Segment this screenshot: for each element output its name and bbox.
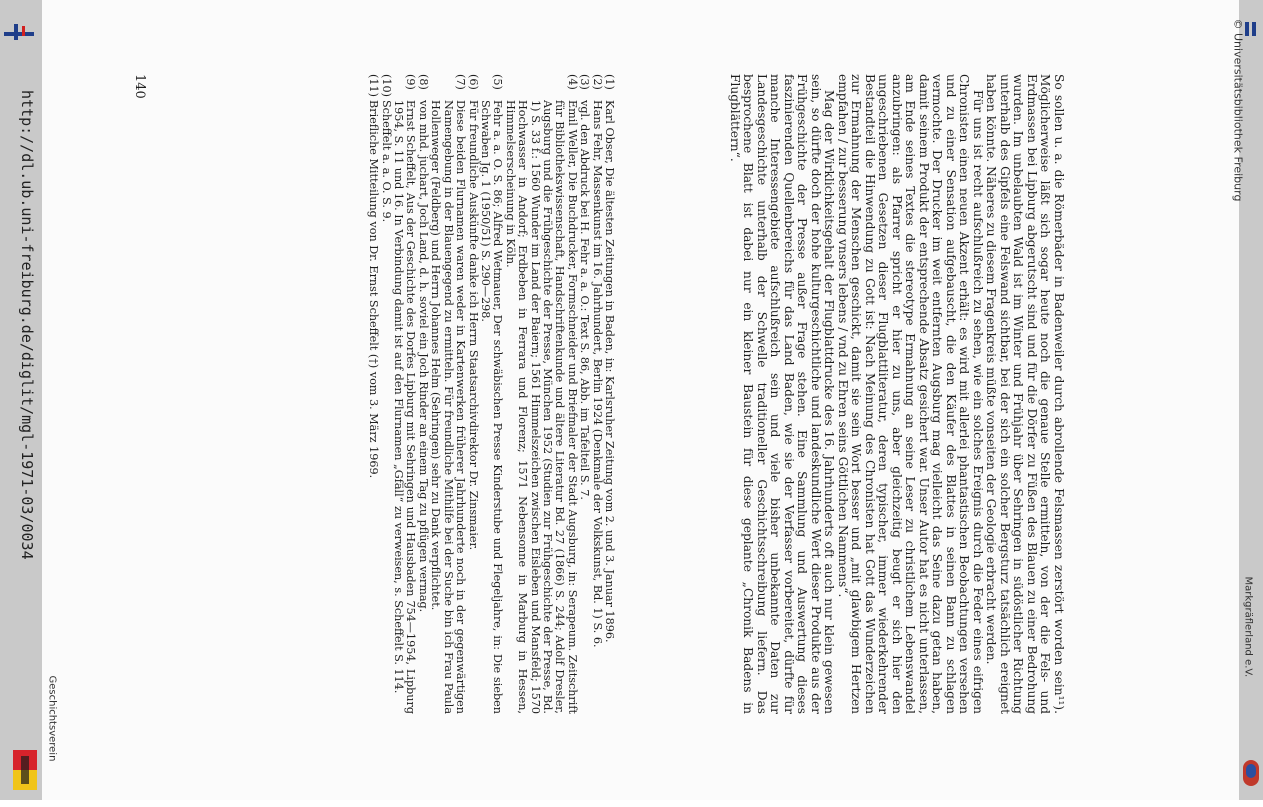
ub-freiburg-logo-icon bbox=[4, 28, 34, 42]
footnote bbox=[603, 74, 615, 714]
footnote-text: Emil Weller, Die Buchdrucker, Formschneider und Briefmaler der Stadt Augsburg, in: Serapeum. Zeitschrift für Bibliothekswissenschaft, Handschriftenkunde und ältere Literatur Bd. 27 (1866) S. 244; Adolf Dresler, Augsburg und die Frühgeschichte der Presse, München 1952 (Studien zur Frühgeschichte der Presse, Bd. 1) S. 33 f.: 1560 Wunder im Land der Baiern; 1561 Himmelszeichen zwischen Eisleben und Mansfeld; 1570 Hochwasser in Andorf; Erdbeben in Ferrara und Florenz; 1571 Nebensonne in Marburg in Hessen, Himmelserscheinung in Köln. bbox=[503, 100, 579, 714]
footnotes bbox=[367, 74, 615, 714]
copyright-label: © Universitätsbibliothek Freiburg bbox=[1231, 18, 1245, 202]
coat-of-arms-icon bbox=[13, 750, 37, 790]
footnote bbox=[578, 74, 590, 714]
society-label: Geschichtsverein bbox=[46, 675, 58, 762]
footnote-number: (5) bbox=[491, 74, 505, 90]
footnote bbox=[392, 74, 417, 714]
footnote bbox=[590, 74, 602, 714]
footnote-number: (8) bbox=[416, 74, 430, 90]
rotated-page bbox=[75, 40, 1135, 760]
paragraph: Mag der Wirklichkeitsgehalt der Flugblattdrucke des 16. Jahrhunderts oft auch nur klein gewesen sein, so dürfte doch der hohe kulturgeschichtliche und landeskundliche Wert dieser Produkte aus der Frühgeschichte der Presse außer Frage stehen. Eine Sammlung und Auswertung dieses faszinierenden Quellenbereichs für das Land Baden, wie sie der Verfasser vorbereitet, dürfte für manche Interessengebiete aufschlußreich sein und viele bisher unbekannte Daten zur Landesgeschichte unterhalb der Schwelle traditioneller Geschichtsschreibung liefern. Das besprochene Blatt ist dabei nur ein kleiner Baustein für diese geplante „Chronik Badens in Flugblättern“. bbox=[728, 74, 837, 714]
body-text bbox=[728, 74, 1066, 714]
footnote bbox=[367, 74, 379, 714]
footnote-text: Scheffelt a. a. O. S. 9. bbox=[379, 100, 393, 223]
footnote-text: Diese beiden Flurnamen waren weder in Kartenwerken früherer Jahrhunderte noch in der gegenwärtigen Namengebung in der Blauengegend zu ermitteln. Für freundliche Mithilfe bei der Suche bin ich Frau Paula Hollenweger (Feldberg) und Herrn Johannes Helm (Sehringen) sehr zu Dank verpflichtet. bbox=[429, 100, 468, 714]
footnote bbox=[429, 74, 466, 714]
page-number: 140 bbox=[132, 74, 147, 99]
footnote-text: vgl. den Abdruck bei H. Fehr a. a. O.: Text S. 86, Abb. im Tafelteil S. 7. bbox=[578, 100, 592, 500]
footnote-number: (1) bbox=[603, 74, 616, 90]
paragraph: Für uns ist recht aufschlußreich zu sehen, wie ein solches Ereignis durch die Feder eines eifrigen Chronisten einen neuen Akzent erhält: es wird mit allerlei phantastischen Beobachtungen versehen und zu einer Sensation aufgebauscht, die den Käufer des Blattes in seinen Bann zu schlagen vermochte. Der Drucker im weit entfernten Augsburg mag vielleicht das Seine dazu getan haben, damit seinem Produkt der entsprechende Absatz gesichert war. Unser Autor hat es nicht unterlassen, am Ende seines Textes die stereotype Ermahnung an seine Leser zu christlichem Lebenswandel anzubringen: als Pfarrer spricht er hier zu uns, aber gleichzeitig beugt er sich hier den ungeschriebenen Gesetzen dieser Flugblattliteratur, deren typischer, immer wiederkehrender Bestandteil die Hinwendung zu Gott ist: Nach Meinung des Chronisten hat Gott das Wunderzeichen zur Ermahnung der Menschen geschickt, damit sie sein Wort besser und „mit glawbigem Hertzen empfahen / zur besserung vnsers lebens / vnd zu Ehren seins Göttlichen Nammens“. bbox=[836, 74, 985, 714]
footnote-number: (7) bbox=[454, 74, 468, 90]
footnote bbox=[503, 74, 577, 714]
footnote bbox=[379, 74, 391, 714]
footnote-number: (2) bbox=[590, 74, 604, 90]
footnote-number: (3) bbox=[578, 74, 592, 90]
footnote-number: (9) bbox=[404, 74, 418, 90]
footnote-number: (11) bbox=[367, 74, 381, 97]
footnote-text: Karl Obser, Die ältesten Zeitungen in Baden, in: Karlsruher Zeitung vom 2. und 3. Januar 1896. bbox=[603, 100, 616, 643]
footnote-number: (10) bbox=[379, 74, 393, 97]
footnote-number: (6) bbox=[466, 74, 480, 90]
footnote bbox=[466, 74, 478, 714]
footnote bbox=[417, 74, 429, 714]
source-url[interactable]: http://dl.ub.uni-freiburg.de/diglit/mgl-1971-03/0034 bbox=[18, 90, 36, 560]
paragraph: So sollen u. a. die Römerbäder in Badenweiler durch abrollende Felsmassen zerstört worden sein¹¹). Möglicherweise läßt sich sogar heute noch die genaue Stelle ermitteln, von der die Fels- und Erdmassen bei Lipburg abgerutscht sind und für die Dörfer zu Füßen des Blauen zu einer Bedrohung wurden. Im unbelaubten Wald ist im Winter und Frühjahr über Sehringen in südöstlicher Richtung unterhalb des Gipfels eine Felswand sichtbar, bei der sich ein solcher Bergsturz tatsächlich ereignet haben könnte. Näheres zu diesem Fragenkreis müßte vonseiten der Geologie erbracht werden. bbox=[984, 74, 1066, 714]
footnote bbox=[479, 74, 504, 714]
footnote-text: Briefliche Mitteilung von Dr. Ernst Scheffelt (†) vom 3. März 1969. bbox=[367, 100, 381, 479]
footnote-text: von mhd. juchart, Joch Land, d. h. soviel ein Joch Rinder an einem Tag zu pflügen vermag. bbox=[416, 100, 430, 613]
footnote-number: (4) bbox=[565, 74, 579, 90]
footnote-text: Für freundliche Auskünfte danke ich Herrn Staatsarchivdirektor Dr. Zinsmaier. bbox=[466, 100, 480, 551]
society-footer-label: Markgräflerland e.V. bbox=[1242, 576, 1254, 678]
footnote-text: Hans Fehr, Massenkunst im 16. Jahrhundert, Berlin 1924 (Denkmale der Volkskunst, Bd. 1) S. 6. bbox=[590, 100, 604, 648]
footnote-text: Ernst Scheffelt, Aus der Geschichte des Dorfes Lipburg mit Sehringen und Hausbaden 754—1954, Lipburg 1954, S. 11 und 16. In Verbindung damit ist auf den Flurnamen „Gfäll“ zu verweisen, s. Scheffelt S. 114. bbox=[392, 100, 418, 714]
ub-freiburg-logo-icon bbox=[1245, 22, 1257, 36]
footnote-text: Fehr a. a. O. S. 86; Alfred Wetmauer, Der schwäbischen Presse Kinderstube und Flegeljahre, in: Die sieben Schwaben Jg. 1 (1950/51) S. 290—298. bbox=[478, 100, 505, 714]
